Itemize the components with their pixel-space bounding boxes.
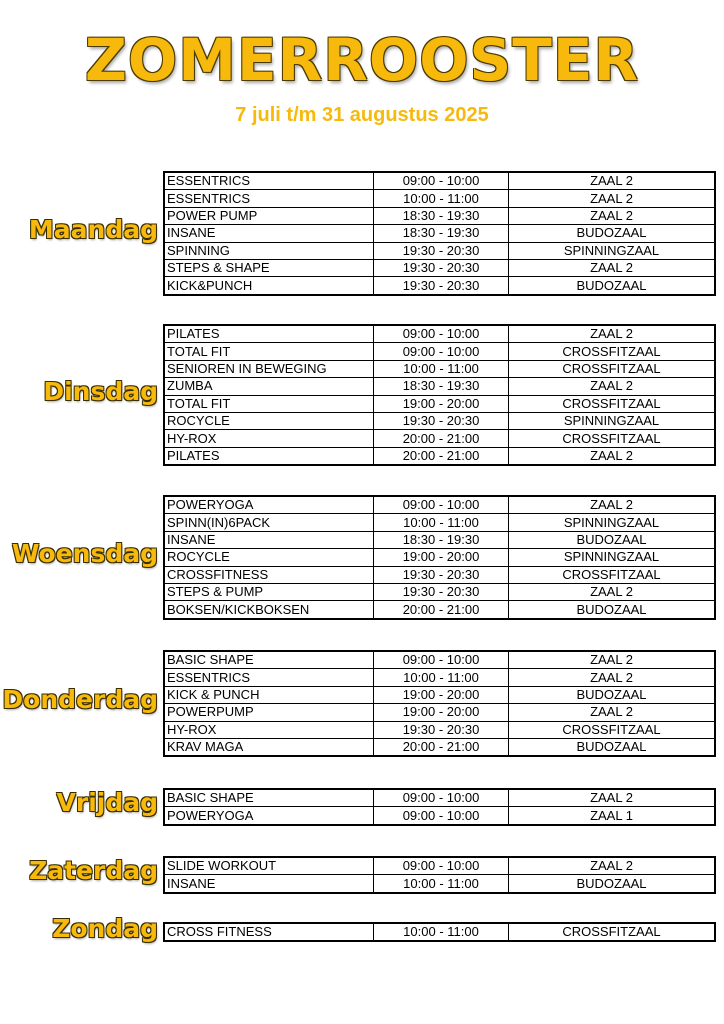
- room-cell: BUDOZAAL: [509, 531, 716, 548]
- time-cell: 09:00 - 10:00: [374, 651, 509, 669]
- table-row: [164, 807, 715, 825]
- schedule-table-woensdag: [163, 495, 716, 620]
- time-cell: 10:00 - 11:00: [374, 875, 509, 893]
- table-row: [164, 704, 715, 721]
- class-name-cell: INSANE: [164, 531, 374, 548]
- page-subtitle: 7 juli t/m 31 augustus 2025: [235, 104, 489, 126]
- table-row: [164, 583, 715, 600]
- room-cell: CROSSFITZAAL: [509, 566, 716, 583]
- room-cell: ZAAL 2: [509, 259, 716, 276]
- class-name-cell: INSANE: [164, 225, 374, 242]
- time-cell: 20:00 - 21:00: [374, 738, 509, 756]
- table-row: [164, 857, 715, 875]
- table-row: [164, 360, 715, 377]
- room-cell: CROSSFITZAAL: [509, 923, 716, 941]
- class-name-cell: CROSSFITNESS: [164, 566, 374, 583]
- table-row: [164, 531, 715, 548]
- schedule-table-dinsdag: [163, 324, 716, 466]
- day-label-donderdag: Donderdag: [2, 685, 158, 715]
- class-name-cell: STEPS & SHAPE: [164, 259, 374, 276]
- class-name-cell: SLIDE WORKOUT: [164, 857, 374, 875]
- class-name-cell: HY-ROX: [164, 430, 374, 447]
- table-row: [164, 566, 715, 583]
- class-name-cell: SPINN(IN)6PACK: [164, 514, 374, 531]
- table-row: [164, 923, 715, 941]
- time-cell: 10:00 - 11:00: [374, 360, 509, 377]
- time-cell: 09:00 - 10:00: [374, 325, 509, 343]
- table-row: [164, 651, 715, 669]
- class-name-cell: KICK&PUNCH: [164, 277, 374, 295]
- table-row: [164, 412, 715, 429]
- class-name-cell: POWER PUMP: [164, 207, 374, 224]
- table-row: [164, 721, 715, 738]
- time-cell: 09:00 - 10:00: [374, 496, 509, 514]
- table-row: [164, 325, 715, 343]
- class-name-cell: PILATES: [164, 325, 374, 343]
- time-cell: 20:00 - 21:00: [374, 601, 509, 619]
- table-row: [164, 225, 715, 242]
- class-name-cell: ESSENTRICS: [164, 190, 374, 207]
- class-name-cell: CROSS FITNESS: [164, 923, 374, 941]
- room-cell: ZAAL 2: [509, 669, 716, 686]
- room-cell: ZAAL 2: [509, 857, 716, 875]
- room-cell: CROSSFITZAAL: [509, 721, 716, 738]
- time-cell: 19:30 - 20:30: [374, 721, 509, 738]
- class-name-cell: ZUMBA: [164, 378, 374, 395]
- day-label-zondag: Zondag: [52, 913, 158, 943]
- room-cell: BUDOZAAL: [509, 277, 716, 295]
- time-cell: 19:30 - 20:30: [374, 277, 509, 295]
- table-row: [164, 207, 715, 224]
- room-cell: CROSSFITZAAL: [509, 430, 716, 447]
- time-cell: 10:00 - 11:00: [374, 514, 509, 531]
- room-cell: ZAAL 1: [509, 807, 716, 825]
- table-row: [164, 875, 715, 893]
- class-name-cell: INSANE: [164, 875, 374, 893]
- time-cell: 09:00 - 10:00: [374, 789, 509, 807]
- table-row: [164, 447, 715, 465]
- day-label-dinsdag: Dinsdag: [43, 376, 158, 406]
- time-cell: 18:30 - 19:30: [374, 207, 509, 224]
- day-label-maandag: Maandag: [28, 214, 158, 244]
- table-row: [164, 669, 715, 686]
- time-cell: 19:00 - 20:00: [374, 395, 509, 412]
- time-cell: 19:00 - 20:00: [374, 704, 509, 721]
- class-name-cell: STEPS & PUMP: [164, 583, 374, 600]
- table-row: [164, 378, 715, 395]
- room-cell: ZAAL 2: [509, 496, 716, 514]
- room-cell: ZAAL 2: [509, 325, 716, 343]
- class-name-cell: PILATES: [164, 447, 374, 465]
- table-row: [164, 343, 715, 360]
- day-label-vrijdag: Vrijdag: [56, 788, 158, 818]
- room-cell: ZAAL 2: [509, 207, 716, 224]
- class-name-cell: ESSENTRICS: [164, 669, 374, 686]
- class-name-cell: KRAV MAGA: [164, 738, 374, 756]
- time-cell: 10:00 - 11:00: [374, 669, 509, 686]
- time-cell: 18:30 - 19:30: [374, 378, 509, 395]
- room-cell: ZAAL 2: [509, 704, 716, 721]
- schedule-table-zaterdag: [163, 856, 716, 894]
- room-cell: SPINNINGZAAL: [509, 242, 716, 259]
- schedule-table-zondag: [163, 922, 716, 942]
- schedule-table-donderdag: [163, 650, 716, 757]
- room-cell: CROSSFITZAAL: [509, 395, 716, 412]
- table-row: [164, 738, 715, 756]
- table-row: [164, 430, 715, 447]
- time-cell: 20:00 - 21:00: [374, 447, 509, 465]
- time-cell: 18:30 - 19:30: [374, 531, 509, 548]
- class-name-cell: BASIC SHAPE: [164, 789, 374, 807]
- room-cell: SPINNINGZAAL: [509, 549, 716, 566]
- room-cell: BUDOZAAL: [509, 601, 716, 619]
- time-cell: 19:00 - 20:00: [374, 686, 509, 703]
- time-cell: 19:30 - 20:30: [374, 583, 509, 600]
- room-cell: BUDOZAAL: [509, 738, 716, 756]
- room-cell: ZAAL 2: [509, 172, 716, 190]
- table-row: [164, 496, 715, 514]
- room-cell: CROSSFITZAAL: [509, 343, 716, 360]
- table-row: [164, 277, 715, 295]
- table-row: [164, 514, 715, 531]
- day-label-woensdag: Woensdag: [11, 538, 158, 568]
- room-cell: ZAAL 2: [509, 789, 716, 807]
- table-row: [164, 172, 715, 190]
- room-cell: SPINNINGZAAL: [509, 412, 716, 429]
- table-row: [164, 395, 715, 412]
- time-cell: 20:00 - 21:00: [374, 430, 509, 447]
- class-name-cell: KICK & PUNCH: [164, 686, 374, 703]
- table-row: [164, 190, 715, 207]
- time-cell: 10:00 - 11:00: [374, 190, 509, 207]
- room-cell: SPINNINGZAAL: [509, 514, 716, 531]
- schedule-table-vrijdag: [163, 788, 716, 826]
- class-name-cell: TOTAL FIT: [164, 343, 374, 360]
- time-cell: 09:00 - 10:00: [374, 172, 509, 190]
- room-cell: BUDOZAAL: [509, 875, 716, 893]
- class-name-cell: BASIC SHAPE: [164, 651, 374, 669]
- time-cell: 19:30 - 20:30: [374, 259, 509, 276]
- time-cell: 09:00 - 10:00: [374, 857, 509, 875]
- room-cell: BUDOZAAL: [509, 686, 716, 703]
- room-cell: ZAAL 2: [509, 651, 716, 669]
- table-row: [164, 686, 715, 703]
- room-cell: ZAAL 2: [509, 378, 716, 395]
- class-name-cell: ESSENTRICS: [164, 172, 374, 190]
- table-row: [164, 601, 715, 619]
- room-cell: ZAAL 2: [509, 447, 716, 465]
- class-name-cell: HY-ROX: [164, 721, 374, 738]
- room-cell: BUDOZAAL: [509, 225, 716, 242]
- class-name-cell: TOTAL FIT: [164, 395, 374, 412]
- time-cell: 18:30 - 19:30: [374, 225, 509, 242]
- table-row: [164, 242, 715, 259]
- schedule-table-maandag: [163, 171, 716, 296]
- room-cell: ZAAL 2: [509, 190, 716, 207]
- room-cell: CROSSFITZAAL: [509, 360, 716, 377]
- class-name-cell: ROCYCLE: [164, 412, 374, 429]
- class-name-cell: POWERPUMP: [164, 704, 374, 721]
- time-cell: 09:00 - 10:00: [374, 807, 509, 825]
- day-label-zaterdag: Zaterdag: [29, 856, 158, 886]
- class-name-cell: SENIOREN IN BEWEGING: [164, 360, 374, 377]
- time-cell: 09:00 - 10:00: [374, 343, 509, 360]
- class-name-cell: BOKSEN/KICKBOKSEN: [164, 601, 374, 619]
- table-row: [164, 549, 715, 566]
- time-cell: 10:00 - 11:00: [374, 923, 509, 941]
- class-name-cell: POWERYOGA: [164, 807, 374, 825]
- class-name-cell: SPINNING: [164, 242, 374, 259]
- page-title: ZOMERROOSTER: [84, 26, 640, 94]
- class-name-cell: POWERYOGA: [164, 496, 374, 514]
- time-cell: 19:30 - 20:30: [374, 566, 509, 583]
- time-cell: 19:30 - 20:30: [374, 242, 509, 259]
- time-cell: 19:00 - 20:00: [374, 549, 509, 566]
- table-row: [164, 789, 715, 807]
- class-name-cell: ROCYCLE: [164, 549, 374, 566]
- time-cell: 19:30 - 20:30: [374, 412, 509, 429]
- room-cell: ZAAL 2: [509, 583, 716, 600]
- table-row: [164, 259, 715, 276]
